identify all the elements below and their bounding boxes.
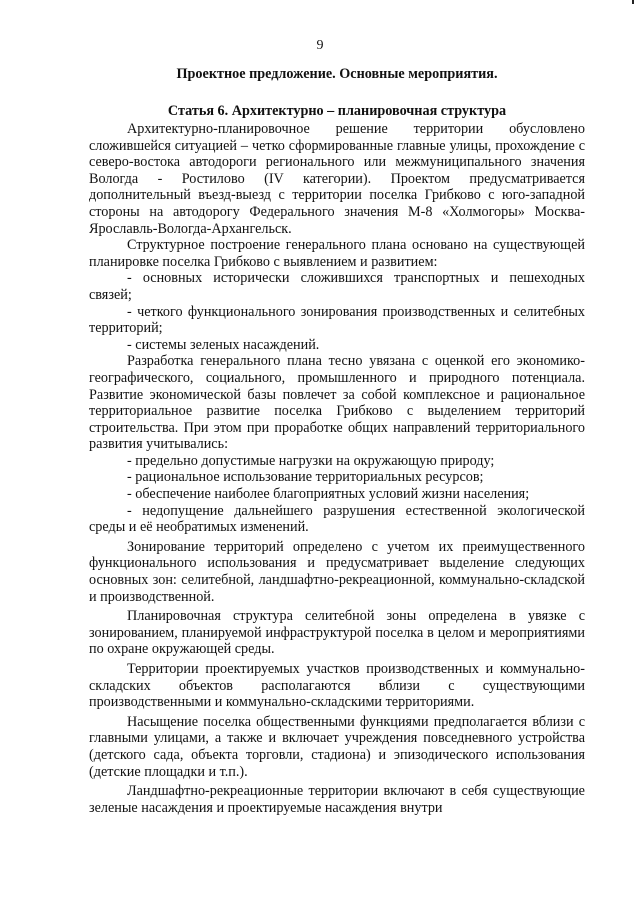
paragraph: Зонирование территорий определено с учетом их преимущественного функционального использования и предусматривает выделение следующих основных зон: селитебной, ландшафтно-рекреационной, коммунально-складской и производственной.: [89, 538, 585, 605]
paragraph: Структурное построение генерального плана основано на существующей планировке поселка Грибково с выявлением и развитием:: [89, 237, 585, 270]
list-item: - рациональное использование территориальных ресурсов;: [127, 469, 484, 486]
page-number: 9: [316, 38, 324, 53]
list-item: - четкого функционального зонирования производственных и селитебных территорий;: [89, 303, 585, 337]
paragraph: Архитектурно-планировочное решение территории обусловлено сложившейся ситуацией – четко сформированные главные улицы, прохождение с северо-востока автодороги регионального или межмуниципального значения Вологда - Ростилово (IV категории). Проектом предусматривается дополнительный въезд-выезд с территории поселка Грибково с юго-западной стороны на автодорогу Федерального значения М-8 «Холмогоры» Москва-Ярославль-Вологда-Архангельск.: [89, 121, 585, 237]
list-item: - системы зеленых насаждений.: [127, 336, 320, 353]
paragraph: Ландшафтно-рекреационные территории включают в себя существующие зеленые насаждения и проектируемые насаждения внутри: [89, 783, 585, 816]
article-heading: Статья 6. Архитектурно – планировочная структура: [167, 103, 507, 119]
section-heading: Проектное предложение. Основные мероприятия.: [176, 66, 498, 82]
list-item: - обеспечение наиболее благоприятных условий жизни населения;: [127, 486, 530, 503]
paragraph: Разработка генерального плана тесно увязана с оценкой его экономико-географического, социального, промышленного и природного потенциала. Развитие экономической базы повлечет за собой комплексное и рациональное территориальное развитие поселка Грибково с выделением территорий строительства. При этом при проработке общих направлений территориального развития учитывались:: [89, 353, 585, 453]
list-item: - недопущение дальнейшего разрушения естественной экологической среды и её необратимых изменений.: [89, 502, 585, 536]
list-item: - основных исторически сложившихся транспортных и пешеходных связей;: [89, 270, 585, 303]
paragraph: Насыщение поселка общественными функциями предполагается вблизи с главными улицами, а также и включает учреждения повседневного устройства (детского сада, объекта торговли, стадиона) и эпизодического использования (детские площадки и т.п.).: [89, 713, 585, 780]
paragraph: Планировочная структура селитебной зоны определена в увязке с зонированием, планируемой инфраструктурой поселка в целом и мероприятиями по охране окружающей среды.: [89, 608, 585, 658]
list-item: - предельно допустимые нагрузки на окружающую природу;: [127, 452, 495, 469]
paragraph: Территории проектируемых участков производственных и коммунально-складских объектов располагаются вблизи с существующими производственными и коммунально-складскими территориями.: [89, 661, 585, 711]
text-column: [89, 58, 585, 816]
scan-mark: [632, 0, 634, 4]
